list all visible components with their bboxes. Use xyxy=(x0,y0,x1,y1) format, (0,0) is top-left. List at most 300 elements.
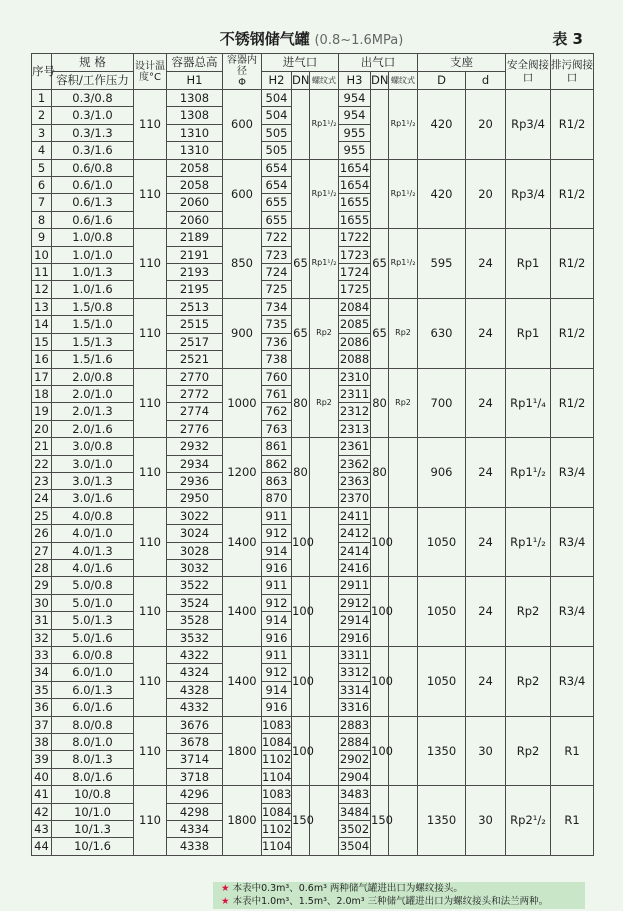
cell-drain: R1/2 xyxy=(551,229,594,299)
cell-height: 2774 xyxy=(167,403,223,420)
title-main: 不锈钢储气罐 xyxy=(219,30,310,48)
cell-seq: 31 xyxy=(32,612,52,629)
cell-h3: 954 xyxy=(339,90,371,107)
cell-temp: 110 xyxy=(134,577,167,647)
cell-height: 2770 xyxy=(167,368,223,385)
cell-seq: 40 xyxy=(32,768,52,785)
cell-height: 3024 xyxy=(167,525,223,542)
cell-spec: 6.0/1.0 xyxy=(52,664,134,681)
cell-diameter: 1800 xyxy=(223,716,262,786)
cell-safety: Rp3/4 xyxy=(506,159,551,229)
cell-h3: 2914 xyxy=(339,613,370,628)
cell-drain: R1 xyxy=(551,786,594,856)
cell-h2: 916 xyxy=(262,629,292,646)
cell-out-dn: 100 xyxy=(371,647,389,717)
col-height-sub: H1 xyxy=(167,72,223,90)
table-row xyxy=(32,368,594,385)
cell-h3: 3312 xyxy=(339,665,370,680)
cell-height: 4322 xyxy=(167,647,223,664)
col-spec: 规 格 xyxy=(52,54,134,72)
cell-diameter: 1400 xyxy=(223,507,262,577)
cell-seq: 17 xyxy=(32,368,52,385)
cell-seq: 26 xyxy=(32,525,52,542)
cell-seq: 6 xyxy=(32,177,52,194)
cell-height: 4338 xyxy=(167,838,223,855)
cell-h3: 2362 xyxy=(339,456,370,471)
cell-h2: 723 xyxy=(262,246,292,263)
cell-height: 2060 xyxy=(167,194,223,211)
cell-spec: 1.5/0.8 xyxy=(52,298,134,315)
cell-h3: 2412 xyxy=(339,526,370,541)
cell-out-dn: 80 xyxy=(371,438,389,508)
table-row xyxy=(32,647,594,664)
cell-h3: 1723 xyxy=(339,247,370,262)
cell-h2: 504 xyxy=(262,107,292,124)
cell-height: 2517 xyxy=(167,333,223,350)
cell-height: 2513 xyxy=(167,298,223,315)
col-out-thread: 螺纹式 xyxy=(389,72,418,90)
cell-spec: 1.0/1.3 xyxy=(52,264,134,281)
cell-seq: 23 xyxy=(32,472,52,489)
cell-spec: 4.0/1.3 xyxy=(52,542,134,559)
cell-safety: Rp1¹/₄ xyxy=(506,368,551,438)
cell-spec: 8.0/0.8 xyxy=(52,716,134,733)
cell-diameter: 1000 xyxy=(223,368,262,438)
cell-h2: 763 xyxy=(262,420,292,437)
cell-in-dn: 80 xyxy=(292,438,310,508)
cell-d: 24 xyxy=(466,368,506,438)
note-line xyxy=(221,882,585,895)
cell-spec: 3.0/1.6 xyxy=(52,490,134,507)
cell-height: 2191 xyxy=(167,246,223,263)
star-icon: ★ xyxy=(221,883,230,894)
cell-spec: 0.3/1.3 xyxy=(52,124,134,141)
cell-out-dn: 65 xyxy=(371,229,389,299)
cell-h3: 954 xyxy=(339,107,371,124)
col-diameter-label: 容器内径 xyxy=(227,55,257,77)
cell-seq: 28 xyxy=(32,559,52,576)
cell-spec: 1.0/1.0 xyxy=(52,246,134,263)
cell-out-dn: 65 xyxy=(371,298,389,368)
cell-d: 30 xyxy=(466,716,506,786)
cell-d: 20 xyxy=(466,90,506,160)
cell-d: 24 xyxy=(466,229,506,299)
cell-in-dn: 150 xyxy=(292,786,310,856)
cell-h2: 736 xyxy=(262,333,292,350)
cell-temp: 110 xyxy=(134,159,167,229)
cell-seq: 41 xyxy=(32,786,52,803)
cell-out-thread: Rp2 xyxy=(389,298,418,368)
table-row xyxy=(32,298,594,315)
cell-height: 2934 xyxy=(167,455,223,472)
cell-h3: 2912 xyxy=(339,595,370,610)
cell-diameter: 1200 xyxy=(223,438,262,508)
cell-h2: 762 xyxy=(262,403,292,420)
cell-in-thread: Rp2 xyxy=(310,298,339,368)
cell-drain: R1/2 xyxy=(551,90,594,160)
cell-h2: 1083 xyxy=(262,787,292,802)
cell-h2: 654 xyxy=(262,177,292,194)
cell-h3: 2085 xyxy=(339,317,370,332)
cell-spec: 6.0/1.6 xyxy=(52,699,134,716)
cell-seq: 44 xyxy=(32,838,52,855)
cell-h3: 2904 xyxy=(339,769,370,784)
cell-out-thread: Rp1¹/₂ xyxy=(389,159,418,229)
col-seq: 序号 xyxy=(32,54,52,90)
cell-h2: 505 xyxy=(262,142,292,159)
cell-spec: 8.0/1.3 xyxy=(52,751,134,768)
cell-spec: 1.0/0.8 xyxy=(52,229,134,246)
cell-seq: 33 xyxy=(32,647,52,664)
cell-h2: 655 xyxy=(262,194,292,211)
cell-spec: 8.0/1.6 xyxy=(52,768,134,785)
cell-h3: 3504 xyxy=(339,839,370,854)
cell-h3: 1722 xyxy=(339,230,370,245)
page-title xyxy=(0,28,623,49)
cell-drain: R3/4 xyxy=(551,438,594,508)
cell-diameter: 850 xyxy=(223,229,262,299)
cell-h3: 2084 xyxy=(339,299,370,314)
cell-seq: 34 xyxy=(32,664,52,681)
cell-h3: 2311 xyxy=(339,386,370,401)
cell-h2: 504 xyxy=(262,90,292,107)
col-h3: H3 xyxy=(339,72,371,90)
cell-h2: 654 xyxy=(262,159,292,176)
cell-spec: 10/1.6 xyxy=(52,838,134,855)
cell-h3: 955 xyxy=(339,124,371,141)
cell-in-dn: 100 xyxy=(292,647,310,717)
cell-diameter: 1800 xyxy=(223,786,262,856)
col-temp: 设计温度°C xyxy=(134,54,167,90)
cell-h2: 914 xyxy=(262,681,292,698)
cell-spec: 0.3/1.0 xyxy=(52,107,134,124)
cell-spec: 8.0/1.0 xyxy=(52,734,134,751)
cell-D: 420 xyxy=(418,159,466,229)
cell-h3: 2414 xyxy=(339,543,370,558)
cell-height: 1310 xyxy=(167,124,223,141)
cell-diameter: 1400 xyxy=(223,577,262,647)
cell-h2: 1104 xyxy=(262,839,292,854)
star-icon: ★ xyxy=(221,896,230,907)
cell-height: 2776 xyxy=(167,420,223,437)
cell-in-dn: 65 xyxy=(292,229,310,299)
cell-h2: 734 xyxy=(262,298,292,315)
cell-spec: 6.0/1.3 xyxy=(52,681,134,698)
cell-seq: 14 xyxy=(32,316,52,333)
cell-seq: 38 xyxy=(32,734,52,751)
cell-h3: 2313 xyxy=(339,421,370,436)
cell-height: 2193 xyxy=(167,264,223,281)
cell-d: 24 xyxy=(466,298,506,368)
cell-spec: 10/1.3 xyxy=(52,821,134,838)
cell-temp: 110 xyxy=(134,716,167,786)
cell-height: 4332 xyxy=(167,699,223,716)
cell-safety: Rp1¹/₂ xyxy=(506,507,551,577)
cell-spec: 0.3/1.6 xyxy=(52,142,134,159)
cell-safety: Rp2 xyxy=(506,577,551,647)
cell-seq: 24 xyxy=(32,490,52,507)
table-row xyxy=(32,716,594,733)
cell-spec: 1.0/1.6 xyxy=(52,281,134,298)
cell-h2: 1104 xyxy=(262,769,292,784)
cell-height: 2060 xyxy=(167,211,223,228)
cell-seq: 7 xyxy=(32,194,52,211)
cell-spec: 3.0/1.3 xyxy=(52,472,134,489)
cell-h2: 1083 xyxy=(262,717,292,732)
cell-seq: 27 xyxy=(32,542,52,559)
cell-h2: 914 xyxy=(262,612,292,629)
cell-h3: 2370 xyxy=(339,491,370,506)
cell-height: 2772 xyxy=(167,385,223,402)
cell-D: 906 xyxy=(418,438,466,508)
col-d: d xyxy=(466,72,506,90)
col-spec-sub: 容积/工作压力 xyxy=(52,72,134,90)
cell-d: 24 xyxy=(466,507,506,577)
cell-temp: 110 xyxy=(134,298,167,368)
cell-spec: 5.0/0.8 xyxy=(52,577,134,594)
cell-h3: 955 xyxy=(339,142,371,159)
cell-in-dn: 80 xyxy=(292,368,310,438)
cell-in-thread xyxy=(310,438,339,508)
col-h2: H2 xyxy=(262,72,292,90)
cell-height: 2058 xyxy=(167,159,223,176)
cell-h3: 2361 xyxy=(339,439,370,454)
cell-height: 2936 xyxy=(167,472,223,489)
cell-seq: 22 xyxy=(32,455,52,472)
cell-height: 3524 xyxy=(167,594,223,611)
cell-out-dn: 100 xyxy=(371,507,389,577)
cell-seq: 5 xyxy=(32,159,52,176)
cell-spec: 1.5/1.0 xyxy=(52,316,134,333)
cell-D: 630 xyxy=(418,298,466,368)
cell-spec: 4.0/1.6 xyxy=(52,559,134,576)
cell-seq: 2 xyxy=(32,107,52,124)
cell-spec: 0.6/1.6 xyxy=(52,211,134,228)
cell-h3: 3314 xyxy=(339,682,370,697)
col-diameter-sub: Φ xyxy=(238,77,246,88)
cell-h3: 3484 xyxy=(339,804,370,819)
cell-spec: 3.0/1.0 xyxy=(52,455,134,472)
cell-h2: 914 xyxy=(262,542,292,559)
cell-h2: 738 xyxy=(262,351,292,368)
cell-h2: 912 xyxy=(262,594,292,611)
cell-h3: 1725 xyxy=(339,282,370,297)
cell-h3: 2088 xyxy=(339,352,370,367)
col-drain: 排污阀接口 xyxy=(551,54,594,90)
cell-temp: 110 xyxy=(134,229,167,299)
cell-out-thread xyxy=(389,438,418,508)
cell-out-dn: 100 xyxy=(371,716,389,786)
cell-out-thread: Rp1¹/₂ xyxy=(389,90,418,160)
cell-spec: 0.6/1.0 xyxy=(52,177,134,194)
cell-h2: 722 xyxy=(262,229,292,246)
table-row xyxy=(32,90,594,107)
cell-h2: 861 xyxy=(262,438,292,455)
cell-h3: 2310 xyxy=(339,369,370,384)
cell-h2: 912 xyxy=(262,664,292,681)
cell-d: 24 xyxy=(466,438,506,508)
cell-h3: 2312 xyxy=(339,404,370,419)
cell-in-thread: Rp2 xyxy=(310,368,339,438)
cell-spec: 2.0/1.6 xyxy=(52,420,134,437)
cell-height: 3678 xyxy=(167,734,223,751)
cell-spec: 0.3/0.8 xyxy=(52,90,134,107)
table-body xyxy=(32,90,594,856)
cell-height: 1310 xyxy=(167,142,223,159)
cell-h2: 735 xyxy=(262,316,292,333)
cell-height: 3532 xyxy=(167,629,223,646)
cell-seq: 21 xyxy=(32,438,52,455)
cell-diameter: 1400 xyxy=(223,647,262,717)
cell-spec: 6.0/0.8 xyxy=(52,647,134,664)
cell-h3: 3483 xyxy=(339,787,370,802)
table-row xyxy=(32,507,594,524)
cell-seq: 32 xyxy=(32,629,52,646)
cell-in-thread: Rp1¹/₂ xyxy=(310,159,339,229)
cell-seq: 1 xyxy=(32,90,52,107)
cell-spec: 2.0/0.8 xyxy=(52,368,134,385)
cell-D: 1050 xyxy=(418,507,466,577)
cell-spec: 4.0/0.8 xyxy=(52,507,134,524)
cell-seq: 9 xyxy=(32,229,52,246)
cell-h3: 2416 xyxy=(339,560,370,575)
cell-seq: 8 xyxy=(32,211,52,228)
cell-spec: 0.6/1.3 xyxy=(52,194,134,211)
cell-safety: Rp2 xyxy=(506,647,551,717)
cell-out-dn: 100 xyxy=(371,577,389,647)
cell-temp: 110 xyxy=(134,368,167,438)
cell-h3: 1655 xyxy=(339,212,370,227)
col-in-thread: 螺纹式 xyxy=(310,72,339,90)
cell-spec: 5.0/1.6 xyxy=(52,629,134,646)
cell-out-dn: 150 xyxy=(371,786,389,856)
cell-spec: 1.5/1.3 xyxy=(52,333,134,350)
cell-temp: 110 xyxy=(134,786,167,856)
cell-drain: R1/2 xyxy=(551,368,594,438)
cell-diameter: 600 xyxy=(223,90,262,160)
cell-h3: 3311 xyxy=(339,648,370,662)
cell-height: 4334 xyxy=(167,821,223,838)
cell-height: 2189 xyxy=(167,229,223,246)
cell-safety: Rp3/4 xyxy=(506,90,551,160)
cell-spec: 3.0/0.8 xyxy=(52,438,134,455)
cell-drain: R3/4 xyxy=(551,507,594,577)
cell-h2: 912 xyxy=(262,525,292,542)
cell-height: 3676 xyxy=(167,716,223,733)
cell-in-dn: 100 xyxy=(292,507,310,577)
cell-drain: R3/4 xyxy=(551,647,594,717)
cell-seq: 36 xyxy=(32,699,52,716)
cell-drain: R3/4 xyxy=(551,577,594,647)
cell-h3: 2911 xyxy=(339,578,370,593)
cell-h3: 3502 xyxy=(339,822,370,837)
cell-spec: 0.6/0.8 xyxy=(52,159,134,176)
col-support: 支座 xyxy=(418,54,506,72)
cell-D: 700 xyxy=(418,368,466,438)
cell-seq: 3 xyxy=(32,124,52,141)
cell-h2: 1102 xyxy=(262,752,292,767)
cell-h2: 911 xyxy=(262,647,292,664)
cell-h3: 1724 xyxy=(339,265,370,280)
col-inlet: 进气口 xyxy=(262,54,339,72)
cell-h3: 2884 xyxy=(339,735,370,750)
cell-in-dn xyxy=(292,159,310,229)
cell-height: 2932 xyxy=(167,438,223,455)
cell-seq: 30 xyxy=(32,594,52,611)
cell-h2: 863 xyxy=(262,472,292,489)
col-safety: 安全阀接口 xyxy=(506,54,551,90)
cell-seq: 29 xyxy=(32,577,52,594)
cell-height: 2521 xyxy=(167,351,223,368)
cell-in-thread: Rp1¹/₂ xyxy=(310,229,339,299)
cell-h3: 2411 xyxy=(339,508,370,523)
cell-h2: 911 xyxy=(262,577,292,594)
cell-temp: 110 xyxy=(134,438,167,508)
cell-temp: 110 xyxy=(134,647,167,717)
cell-h2: 1102 xyxy=(262,822,292,837)
cell-d: 20 xyxy=(466,159,506,229)
cell-out-dn xyxy=(371,90,389,160)
cell-h2: 760 xyxy=(262,368,292,385)
cell-seq: 39 xyxy=(32,751,52,768)
cell-h2: 1084 xyxy=(262,804,292,819)
cell-in-dn xyxy=(292,90,310,160)
table-row xyxy=(32,786,594,803)
cell-safety: Rp1 xyxy=(506,229,551,299)
cell-spec: 4.0/1.0 xyxy=(52,525,134,542)
col-height: 容器总高 xyxy=(167,54,223,72)
table-row xyxy=(32,438,594,455)
cell-out-thread: Rp2 xyxy=(389,368,418,438)
cell-diameter: 600 xyxy=(223,159,262,229)
cell-d: 24 xyxy=(466,577,506,647)
cell-height: 4324 xyxy=(167,664,223,681)
spec-table xyxy=(31,53,594,856)
cell-seq: 25 xyxy=(32,507,52,524)
cell-seq: 15 xyxy=(32,333,52,350)
table-header xyxy=(32,54,594,90)
cell-seq: 20 xyxy=(32,420,52,437)
cell-seq: 13 xyxy=(32,298,52,315)
note-text: 本表中0.3m³、0.6m³ 两种储气罐进出口为螺纹接头。 xyxy=(232,883,463,894)
note-text: 本表中1.0m³、1.5m³、2.0m³ 三种储气罐进出口为螺纹接头和法兰两种。 xyxy=(232,896,549,907)
cell-safety: Rp2¹/₂ xyxy=(506,786,551,856)
cell-seq: 43 xyxy=(32,821,52,838)
cell-h2: 655 xyxy=(262,211,292,228)
cell-h3: 3316 xyxy=(339,700,370,715)
notes-box xyxy=(213,882,585,909)
cell-h2: 911 xyxy=(262,507,292,524)
cell-height: 3522 xyxy=(167,577,223,594)
note-line xyxy=(221,895,585,908)
cell-height: 1308 xyxy=(167,107,223,124)
cell-out-dn xyxy=(371,159,389,229)
cell-d: 24 xyxy=(466,647,506,717)
cell-diameter: 900 xyxy=(223,298,262,368)
table-row xyxy=(32,159,594,176)
cell-h2: 505 xyxy=(262,124,292,141)
cell-D: 1050 xyxy=(418,577,466,647)
cell-h2: 870 xyxy=(262,490,292,507)
col-outlet: 出气口 xyxy=(339,54,418,72)
col-in-dn: DN xyxy=(292,72,310,90)
cell-h2: 725 xyxy=(262,281,292,298)
cell-h3: 2902 xyxy=(339,752,370,767)
cell-height: 1308 xyxy=(167,90,223,107)
cell-seq: 16 xyxy=(32,351,52,368)
col-out-dn: DN xyxy=(371,72,389,90)
cell-h3: 1654 xyxy=(339,160,370,175)
